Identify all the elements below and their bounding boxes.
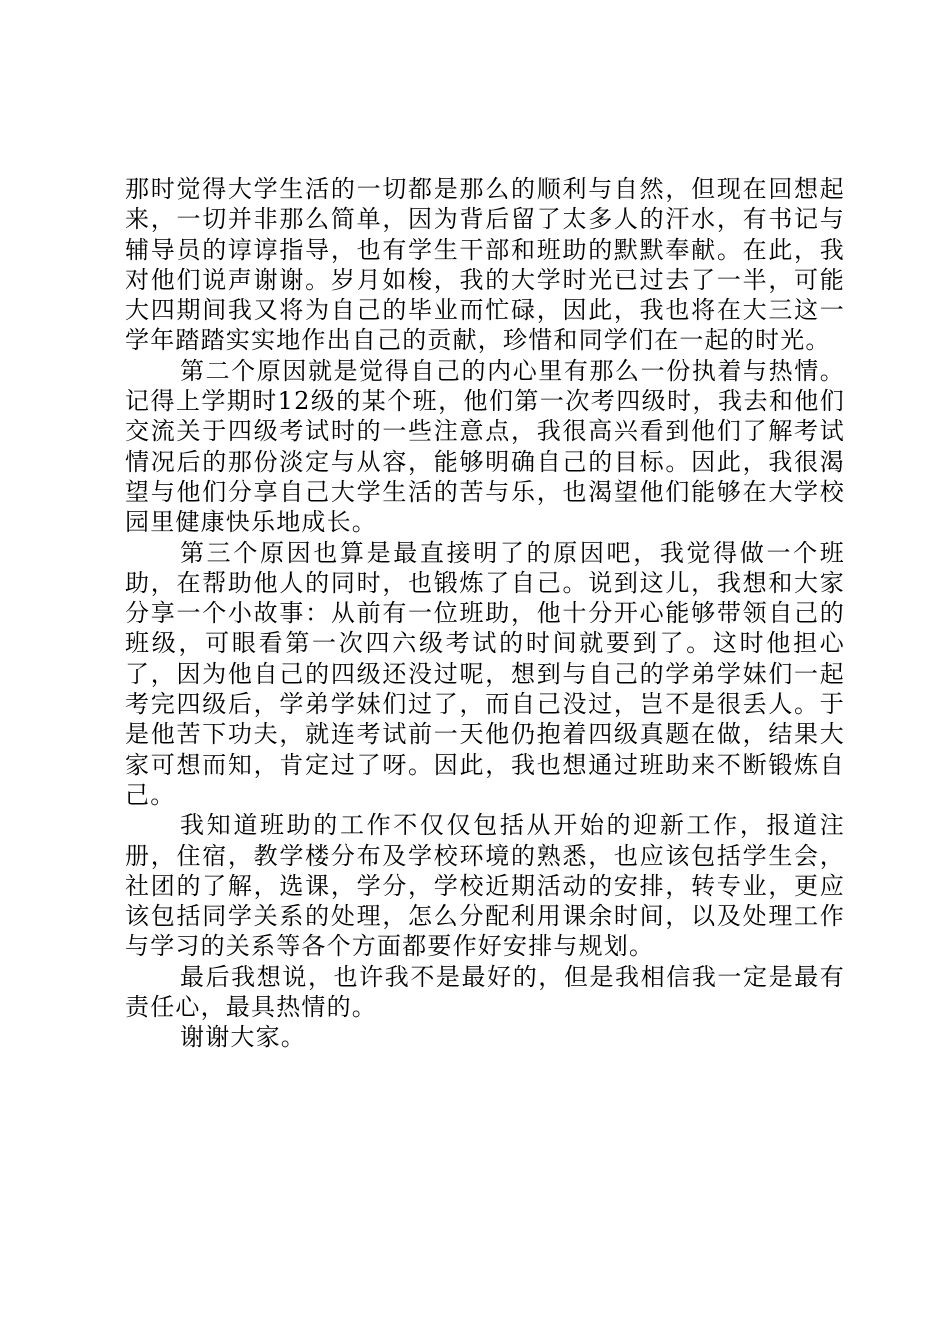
paragraph-5: 最后我想说，也许我不是最好的，但是我相信我一定是最有责任心，最具热情的。: [125, 962, 845, 1022]
paragraph-6: 谢谢大家。: [180, 1023, 306, 1052]
paragraph-4: 我知道班助的工作不仅仅包括从开始的迎新工作，报道注册，住宿，教学楼分布及学校环境的熟悉，也应该包括学生会，社团的了解，选课，学分，学校近期活动的安排，转专业，更应该包括同学关系的处理，怎么分配利用课余时间，以及处理工作与学习的关系等各个方面都要作好安排与规划。: [125, 811, 845, 961]
paragraph-2: 第二个原因就是觉得自己的内心里有那么一份执着与热情。记得上学期时12级的某个班，他们第一次考四级时，我去和他们交流关于四级考试时的一些注意点，我很高兴看到他们了解考试情况后的那份淡定与从容，能够明确自己的目标。因此，我很渴望与他们分享自己大学生活的苦与乐，也渴望他们能够在大学校园里健康快乐地成长。: [125, 356, 845, 537]
document-body: [125, 174, 845, 1053]
paragraph-1: 那时觉得大学生活的一切都是那么的顺利与自然，但现在回想起来，一切并非那么简单，因为背后留了太多人的汗水，有书记与辅导员的谆谆指导，也有学生干部和班助的默默奉献。在此，我对他们说声谢谢。岁月如梭，我的大学时光已过去了一半，可能大四期间我又将为自己的毕业而忙碌，因此，我也将在大三这一学年踏踏实实地作出自己的贡献，珍惜和同学们在一起的时光。: [125, 175, 845, 355]
paragraph-3: 第三个原因也算是最直接明了的原因吧，我觉得做一个班助，在帮助他人的同时，也锻炼了自己。说到这儿，我想和大家分享一个小故事：从前有一位班助，他十分开心能够带领自己的班级，可眼看第一次四六级考试的时间就要到了。这时他担心了，因为他自己的四级还没过呢，想到与自己的学弟学妹们一起考完四级后，学弟学妹们过了，而自己没过，岂不是很丢人。于是他苦下功夫，就连考试前一天他仍抱着四级真题在做，结果大家可想而知，肯定过了呀。因此，我也想通过班助来不断锻炼自己。: [125, 538, 845, 809]
